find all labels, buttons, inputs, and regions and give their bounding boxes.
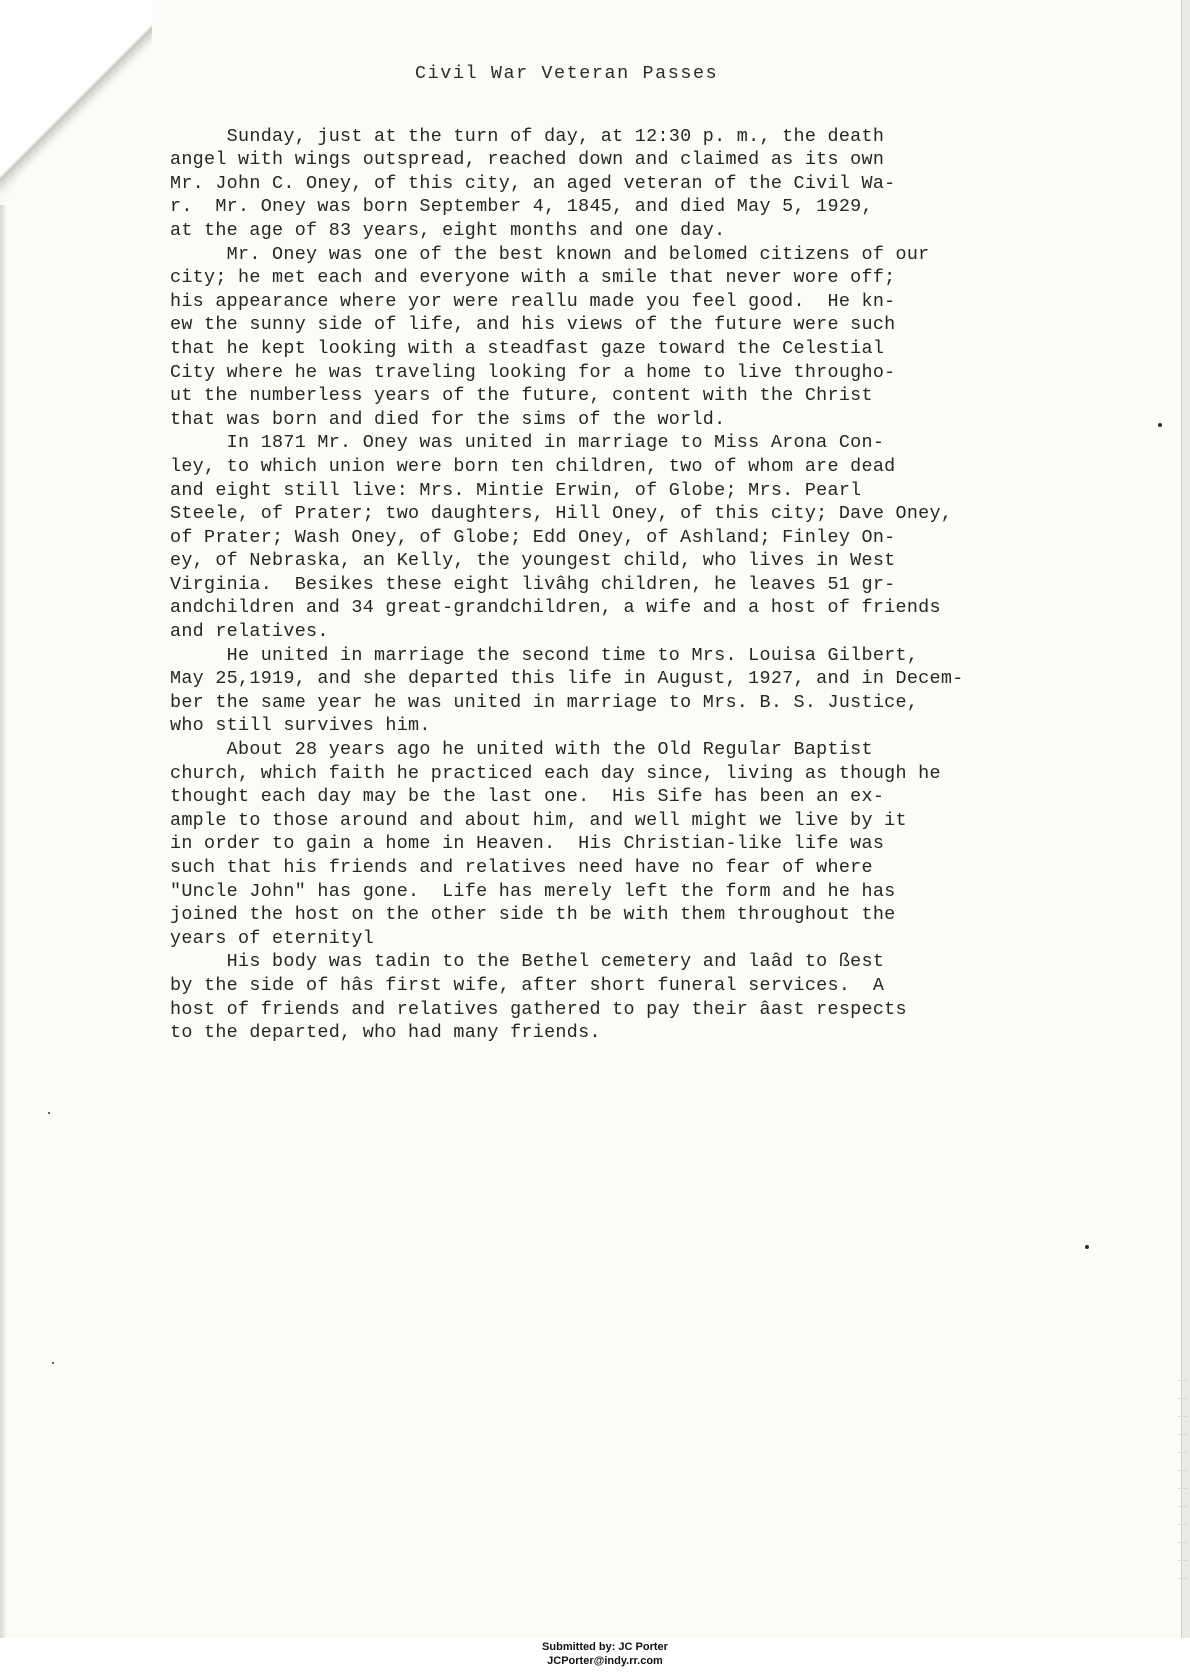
text-line: r. Mr. Oney was born September 4, 1845, and died May 5, 1929, bbox=[170, 196, 873, 218]
submitter-email: JCPorter@indy.rr.com bbox=[547, 1655, 663, 1667]
text-line: ber the same year he was united in marriage to Mrs. B. S. Justice, bbox=[170, 691, 919, 713]
text-line: of Prater; Wash Oney, of Globe; Edd Oney, of Ashland; Finley On- bbox=[170, 526, 896, 548]
text-line: ample to those around and about him, and well might we live by it bbox=[170, 809, 907, 831]
text-line: years of eternityl bbox=[170, 927, 375, 949]
text-line: In 1871 Mr. Oney was united in marriage to Miss Arona Con- bbox=[170, 432, 885, 454]
ink-speck bbox=[1085, 1245, 1089, 1249]
text-line: ew the sunny side of life, and his views of the future were such bbox=[170, 314, 896, 336]
obituary-document bbox=[170, 62, 1170, 1045]
folded-corner bbox=[0, 0, 152, 207]
submission-footer bbox=[0, 1640, 1190, 1672]
text-line: and eight still live: Mrs. Mintie Erwin, of Globe; Mrs. Pearl bbox=[170, 479, 862, 501]
text-line: by the side of hâs first wife, after short funeral services. A bbox=[170, 974, 885, 996]
text-line: to the departed, who had many friends. bbox=[170, 1022, 601, 1044]
text-line: that was born and died for the sims of the world. bbox=[170, 408, 726, 430]
text-line: city; he met each and everyone with a smile that never wore off; bbox=[170, 267, 896, 289]
text-line: ut the numberless years of the future, content with the Christ bbox=[170, 385, 873, 407]
text-line: that he kept looking with a steadfast gaze toward the Celestial bbox=[170, 337, 885, 359]
text-line: Mr. Oney was one of the best known and belomed citizens of our bbox=[170, 243, 930, 265]
text-line: andchildren and 34 great-grandchildren, a wife and a host of friends bbox=[170, 597, 941, 619]
ink-speck bbox=[52, 1362, 54, 1364]
obituary-text bbox=[170, 125, 1170, 1045]
text-line: and relatives. bbox=[170, 621, 329, 643]
submitted-by-label: Submitted by: JC Porter bbox=[542, 1641, 668, 1653]
text-line: Sunday, just at the turn of day, at 12:30 p. m., the death bbox=[170, 125, 885, 147]
text-line: City where he was traveling looking for a home to live througho- bbox=[170, 361, 896, 383]
text-line: such that his friends and relatives need have no fear of where bbox=[170, 857, 873, 878]
text-line: He united in marriage the second time to Mrs. Louisa Gilbert, bbox=[170, 644, 919, 666]
document-title: Civil War Veteran Passes bbox=[415, 63, 719, 84]
text-line: in order to gain a home in Heaven. His Christian-like life was bbox=[170, 833, 885, 855]
text-line: "Uncle John" has gone. Life has merely left the form and he has bbox=[170, 880, 896, 902]
text-line: church, which faith he practiced each day since, living as though he bbox=[170, 762, 941, 784]
text-line: joined the host on the other side th be with them throughout the bbox=[170, 904, 896, 926]
text-line: May 25,1919, and she departed this life in August, 1927, and in Decem- bbox=[170, 668, 964, 690]
text-line: Steele, of Prater; two daughters, Hill Oney, of this city; Dave Oney, bbox=[170, 503, 953, 525]
ink-speck bbox=[48, 1112, 50, 1114]
text-line: His body was tadin to the Bethel cemetery and laâd to ßest bbox=[170, 951, 885, 973]
text-line: Mr. John C. Oney, of this city, an aged veteran of the Civil Wa- bbox=[170, 172, 896, 194]
text-line: Virginia. Besikes these eight livâhg children, he leaves 51 gr- bbox=[170, 573, 896, 595]
text-line: About 28 years ago he united with the Old Regular Baptist bbox=[170, 739, 873, 761]
background-sheet-left-edge bbox=[0, 205, 6, 1638]
text-line: angel with wings outspread, reached down and claimed as its own bbox=[170, 149, 885, 171]
text-line: at the age of 83 years, eight months and one day. bbox=[170, 219, 726, 241]
text-line: who still survives him. bbox=[170, 715, 431, 737]
stacked-sheet-edges bbox=[1178, 1380, 1188, 1580]
text-line: ey, of Nebraska, an Kelly, the youngest child, who lives in West bbox=[170, 550, 896, 572]
text-line: thought each day may be the last one. His Sife has been an ex- bbox=[170, 786, 885, 808]
text-line: host of friends and relatives gathered to pay their âast respects bbox=[170, 998, 907, 1020]
text-line: his appearance where yor were reallu made you feel good. He kn- bbox=[170, 290, 896, 312]
text-line: ley, to which union were born ten children, two of whom are dead bbox=[170, 455, 896, 477]
